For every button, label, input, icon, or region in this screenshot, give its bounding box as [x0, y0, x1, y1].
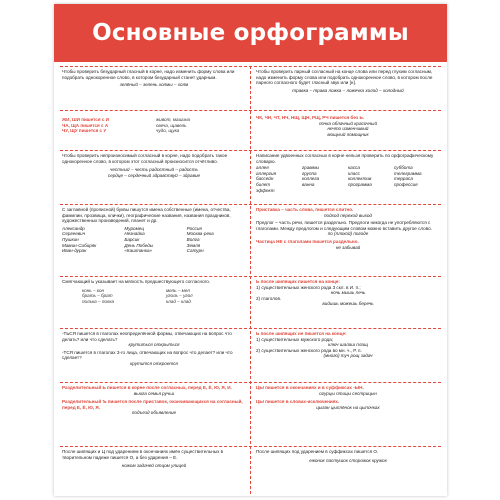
- word: Волга: [186, 236, 200, 242]
- word: Сергеевич: [62, 231, 86, 237]
- word: касса: [348, 165, 360, 171]
- rule-text: ЦЫ пишется в словах-исключениях.: [256, 399, 340, 405]
- rule-heading: Ь после шипящих не пишется на конце:: [256, 331, 347, 336]
- word-pair: мель – мел: [166, 287, 190, 293]
- rule-example: честный – честь радостный – радость: [110, 167, 198, 173]
- word: Незнайка: [124, 231, 145, 237]
- rule-example: цыган цыплёнок на цыпочках: [316, 404, 380, 410]
- rule-example: ножом задачей отцом улицей: [121, 463, 187, 469]
- rule-row-1: [60, 66, 441, 107]
- rule-tsy: [256, 385, 440, 410]
- rule-example: ежонок пастушок сторожок кружок: [309, 457, 387, 463]
- rule-separating-signs: [62, 385, 246, 416]
- word: билет: [256, 181, 271, 187]
- rule-text: Написание удвоенных согласных в корне нельзя проверить по орфографическому словарю.: [256, 153, 434, 164]
- rule-row-8: [60, 446, 441, 495]
- rule-example: свеча, щавель: [156, 122, 187, 128]
- word: Барсик: [124, 236, 140, 242]
- poster: [54, 4, 447, 496]
- rule-text: Частица НЕ с глаголами пишется раздельно.: [256, 238, 359, 244]
- rule-row-4: [60, 204, 441, 273]
- word: Россия: [186, 225, 202, 231]
- rule-example: подход переход выход: [324, 212, 372, 218]
- word: Муромец: [124, 225, 144, 231]
- rule-text: Предлог – часть речи, пишется раздельно. Предлоги никогда не употребляются с глаголами. Между предлогом и следующим словом можно вставить другое слово.: [256, 220, 432, 231]
- word-pair: полька – полка: [82, 298, 115, 304]
- rule-double-consonants: [256, 153, 440, 193]
- word-pair: конь – кон: [82, 287, 105, 293]
- word: группа: [302, 170, 317, 176]
- rule-text: -ТЬСЯ пишется в глаголах неопределённой формы, отвечающих на вопрос что делать? или что сделать?: [62, 331, 232, 342]
- rule-example: огурцы птицы сестрицын: [319, 390, 377, 396]
- page-title: Основные орфограммы: [92, 20, 409, 46]
- rule-no-soft-sign: [256, 331, 440, 359]
- word: телеграмма: [394, 170, 422, 176]
- rule-heading: Ь после шипящих пишется на конце:: [256, 279, 340, 284]
- rule-example: почка облачный красочный: [318, 120, 377, 126]
- rule-text: 1) существительных женского рода 3 скл. в И. п.;: [256, 284, 361, 290]
- rule-example: (много) туч рощ задач: [323, 353, 373, 359]
- word: граммы: [302, 165, 320, 171]
- word: коллега: [302, 176, 320, 182]
- word: Мамин-Сибиряк: [62, 242, 97, 248]
- rule-example: живот, машина: [156, 117, 191, 122]
- rule-text: Смягчающий Ь указывает на мягкость предшествующего согласного.: [62, 279, 211, 284]
- rule-example: зелёный – зелень холмы – холм: [119, 82, 189, 88]
- rule-example: нечто изменчивый: [327, 126, 369, 132]
- rule-text: С заглавной (прописной) буквы пишутся имена собственные (имена, отчества, фамилии, прозвища, клички), географические названия, названия праздников, художественных произведений, планет и др.: [62, 207, 231, 224]
- rule-example: ключ шалаш плащ: [328, 342, 368, 348]
- word: программа: [348, 181, 372, 187]
- header-banner: [54, 4, 447, 62]
- rule-example: подъезд объявление: [131, 410, 177, 416]
- rule-example: мощный помощник: [327, 131, 369, 137]
- word: Иван-дурак: [62, 248, 87, 254]
- word: День Победы: [124, 242, 154, 248]
- rule-o-e-after-sibilants: [62, 449, 246, 469]
- word: профессия: [394, 181, 418, 187]
- word: аллея: [256, 165, 269, 171]
- word: терраса: [394, 176, 413, 182]
- rule-example: по (плохой) погоде: [327, 231, 369, 237]
- rule-text: Разделительный Ь пишется в корне после согласных, перед Е, Ё, Ю, Я, И.: [62, 385, 232, 390]
- rule-text: Чтобы проверить безударный гласный в корне, надо изменить форму слова или подобрать однокоренное слово, в котором безударный станет ударным.: [62, 69, 235, 80]
- rule-capital-letter: [62, 207, 246, 254]
- word-pair: уголь – угол: [166, 293, 193, 299]
- rule-unstressed-vowel: [62, 69, 246, 88]
- rule-zhi-shi-text: ЖИ, ШИ пишется с И: [62, 117, 109, 122]
- rule-row-6: [60, 328, 441, 379]
- rule-example: видишь можешь беречь: [322, 301, 374, 307]
- rule-text: Чтобы проверить непроизносимый согласный в корне, надо подобрать такое однокоренное слово, в котором этот согласный произносится отчётливо.: [62, 153, 228, 164]
- word: класс: [348, 170, 360, 176]
- rule-silent-consonant: [62, 153, 246, 178]
- rule-row-7: [60, 382, 441, 443]
- rule-example: вьюга семья ручьи: [133, 390, 175, 396]
- word: бассейн: [256, 176, 274, 182]
- rule-text: Разделительный Ъ пишется после приставок, оканчивающихся на согласный, перед Е, Ё, Ю, Я.: [62, 399, 243, 410]
- rule-text: Чтобы проверить парный согласный на конце слова или перед глухим согласным, надо изменить форму слова или подобрать однокоренное слово, в котором после парного согласного будет гласный звук или [н].: [256, 69, 433, 86]
- rule-text: 2) глаголов.: [256, 295, 282, 301]
- rule-tsya-tsya: [62, 331, 246, 367]
- rule-o-in-suffix: [256, 449, 440, 463]
- rule-soft-sign-after-sibilants: [256, 279, 440, 307]
- rule-example: чудо, щука: [156, 128, 180, 134]
- word: «Каштанка»: [124, 248, 153, 254]
- rule-text: 2) существительных женского рода во мн. ч., Р. п.: [256, 347, 362, 353]
- word: ванна: [302, 181, 315, 187]
- rule-row-3: [60, 150, 441, 201]
- rule-text: ЧК, ЧН, ЧТ, НЧ, НЩ, ЩН, РЩ, РЧ пишется без Ь.: [256, 115, 365, 120]
- rule-prefix-preposition: [256, 207, 440, 250]
- word: Земля: [186, 242, 201, 248]
- word: коллектив: [348, 176, 372, 182]
- rule-example: крутится откроется: [130, 360, 178, 366]
- word-pair: брать – брат: [82, 293, 113, 299]
- rule-text: Приставка – часть слова, пишется слитно.: [256, 207, 354, 212]
- rule-chu-shchu-text: ЧУ, ЩУ пишется с У: [62, 128, 107, 134]
- word-pair: клад – клад: [166, 298, 191, 304]
- word: суббота: [394, 165, 413, 171]
- rule-chk-chn: [256, 115, 440, 137]
- word: эффект: [256, 187, 275, 193]
- rule-example: не забывай: [335, 244, 361, 250]
- word: аллергия: [256, 170, 277, 176]
- rule-text: После шипящих и Ц под ударением в окончаниях имён существительных в творительном падеже пишется О, а без ударения – Е.: [62, 449, 224, 460]
- rule-text: -ТСЯ пишется в глаголах 3-го лица, отвечающих на вопрос что делает? или что сделает?: [62, 349, 233, 361]
- word: Пушкин: [62, 236, 79, 242]
- word: Сатурн: [186, 248, 204, 254]
- rule-text: ЦЫ пишется в окончаниях и в суффиксах -ЫН.: [256, 385, 364, 390]
- word: Александр: [62, 225, 85, 231]
- rule-zhi-shi: [62, 117, 246, 134]
- rule-row-2: [60, 110, 441, 147]
- rule-soft-sign: [62, 279, 246, 304]
- rule-text: После шипящих под ударением в суффиксах пишется О.: [256, 449, 379, 454]
- word: Москва-река: [186, 231, 214, 237]
- rule-example: крутиться открыться: [128, 342, 180, 348]
- rule-example: травка – трава ложка – ложечка холод – холодный: [292, 87, 404, 93]
- rule-paired-consonant: [256, 69, 440, 93]
- rule-cha-shcha-text: ЧА, ЩА пишется с А: [62, 122, 109, 128]
- rule-text: 1) существительных мужского рода;: [256, 336, 334, 342]
- rule-row-5: [60, 276, 441, 325]
- rule-example: ночь мышь печь: [330, 290, 366, 296]
- rule-example: сердце – сердечный здравствуй – здравие: [107, 172, 201, 178]
